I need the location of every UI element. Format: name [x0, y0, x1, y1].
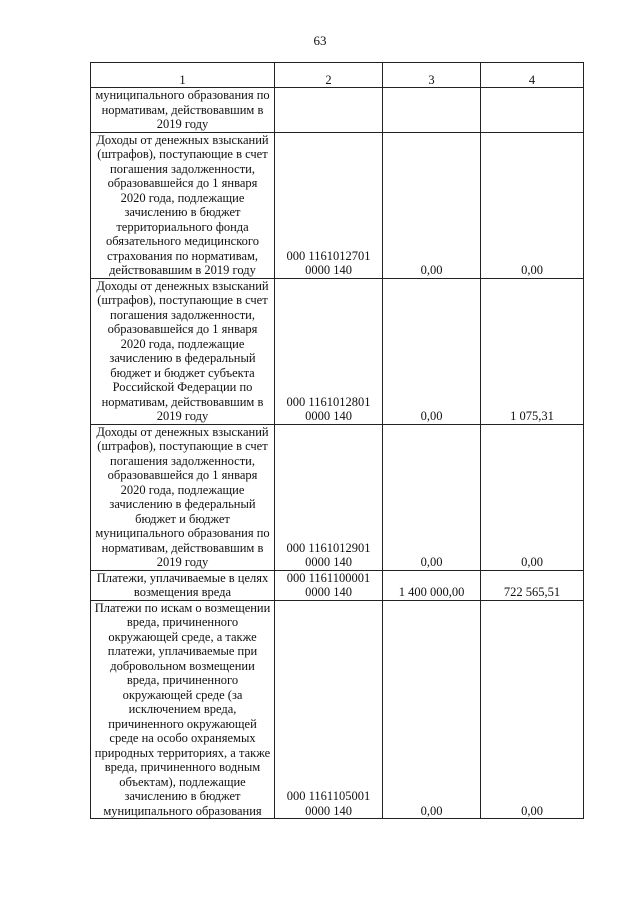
table-header-row	[91, 63, 584, 88]
row-description: Платежи по искам о возмещении вреда, причиненного окружающей среде, а также платежи, уплачиваемые при добровольном возмещении вреда, причиненного окружающей среде (за исключением вреда, причиненного окружающей среде на особо охраняемых природных территориях, а также вреда, причиненного водным объектам), подлежащие зачислению в бюджет муниципального образования	[91, 600, 275, 819]
row-value-col4: 0,00	[481, 600, 584, 819]
row-value-col4: 0,00	[481, 132, 584, 278]
row-value-col3	[383, 88, 481, 133]
row-value-col3: 0,00	[383, 132, 481, 278]
row-code: 000 1161012801 0000 140	[275, 278, 383, 424]
row-value-col3: 0,00	[383, 424, 481, 570]
row-description: муниципального образования по нормативам, действовавшим в 2019 году	[91, 88, 275, 133]
table-row	[91, 278, 584, 424]
column-header-4: 4	[481, 63, 584, 88]
row-code: 000 1161100001 0000 140	[275, 570, 383, 600]
column-header-2: 2	[275, 63, 383, 88]
table-row	[91, 424, 584, 570]
row-code: 000 1161012701 0000 140	[275, 132, 383, 278]
table-row	[91, 570, 584, 600]
row-value-col3: 0,00	[383, 600, 481, 819]
row-value-col3: 1 400 000,00	[383, 570, 481, 600]
table-row	[91, 600, 584, 819]
column-header-3: 3	[383, 63, 481, 88]
row-description: Платежи, уплачиваемые в целях возмещения вреда	[91, 570, 275, 600]
row-value-col4: 722 565,51	[481, 570, 584, 600]
table-row	[91, 132, 584, 278]
row-value-col4: 1 075,31	[481, 278, 584, 424]
budget-table	[90, 62, 584, 819]
row-code	[275, 88, 383, 133]
row-code: 000 1161012901 0000 140	[275, 424, 383, 570]
row-description: Доходы от денежных взысканий (штрафов), поступающие в счет погашения задолженности, образовавшейся до 1 января 2020 года, подлежащие зачислению в федеральный бюджет и бюджет субъекта Российской Федерации по нормативам, действовавшим в 2019 году	[91, 278, 275, 424]
row-description: Доходы от денежных взысканий (штрафов), поступающие в счет погашения задолженности, образовавшейся до 1 января 2020 года, подлежащие зачислению в бюджет территориального фонда обязательного медицинского страхования по нормативам, действовавшим в 2019 году	[91, 132, 275, 278]
column-header-1: 1	[91, 63, 275, 88]
row-value-col4	[481, 88, 584, 133]
row-value-col3: 0,00	[383, 278, 481, 424]
row-description: Доходы от денежных взысканий (штрафов), поступающие в счет погашения задолженности, образовавшейся до 1 января 2020 года, подлежащие зачислению в федеральный бюджет и бюджет муниципального образования по нормативам, действовавшим в 2019 году	[91, 424, 275, 570]
table-row	[91, 88, 584, 133]
row-value-col4: 0,00	[481, 424, 584, 570]
page-number: 63	[313, 33, 327, 48]
row-code: 000 1161105001 0000 140	[275, 600, 383, 819]
